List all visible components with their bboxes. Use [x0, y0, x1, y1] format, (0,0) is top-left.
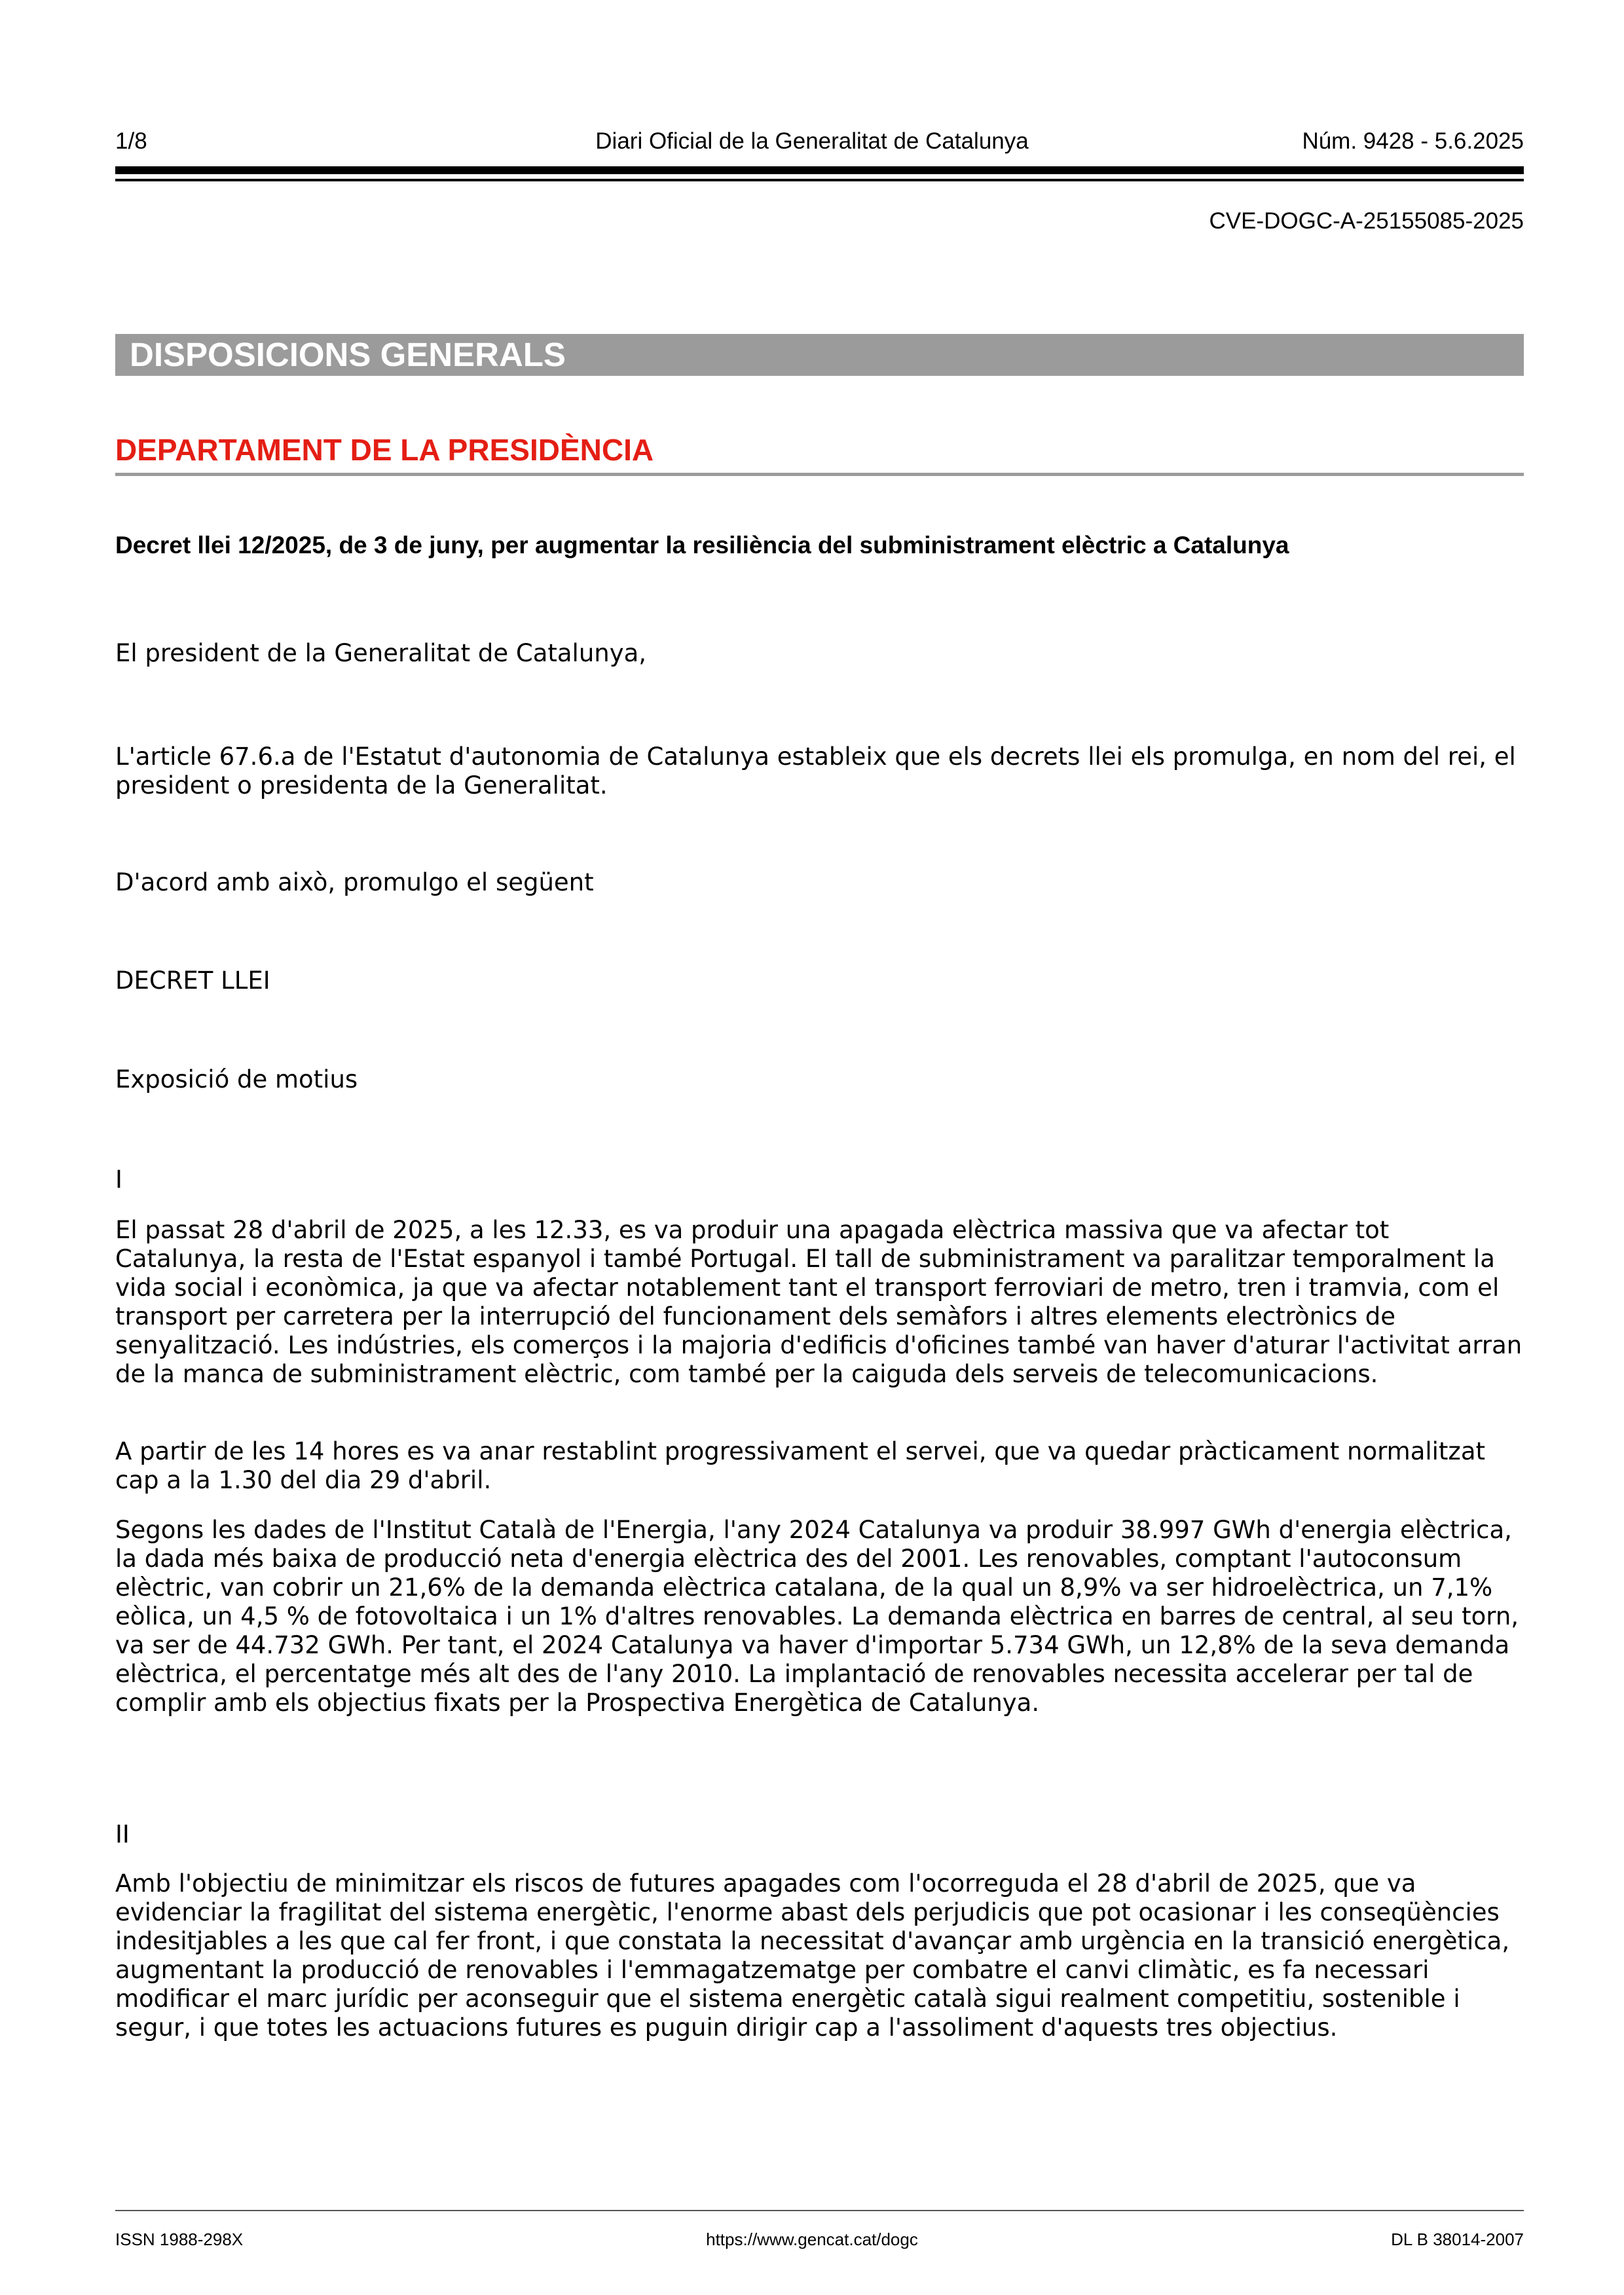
- paragraph-i-2: A partir de les 14 hores es va anar restablint progressivament el servei, que va quedar pràcticament normalitzat cap a la 1.30 del dia 29 d'abril.: [115, 1437, 1486, 1494]
- header-rule-thin: [115, 179, 1524, 181]
- page-number: 1/8: [115, 128, 147, 154]
- decree-heading: DECRET LLEI: [115, 966, 270, 995]
- paragraph-article: L'article 67.6.a de l'Estatut d'autonomia de Catalunya estableix que els decrets llei els promulga, en nom del rei, el president o presidenta de la Generalitat.: [115, 743, 1516, 799]
- footer-rule: [115, 2210, 1524, 2211]
- footer-url: https://www.gencat.cat/dogc: [706, 2230, 918, 2249]
- journal-title: Diari Oficial de la Generalitat de Catalunya: [595, 128, 1029, 154]
- paragraph-i-1: El passat 28 d'abril de 2025, a les 12.33, es va produir una apagada elèctrica massiva que va afectar tot Catalunya, la resta de l'Estat espanyol i també Portugal. El tall de subministrament va paralitzar temporalment la vida social i econòmica, ja que va afectar notablement tant el transport ferroviari de metro, tren i tramvia, com el transport per carretera per la interrupció del funcionament dels semàfors i altres elements electrònics de senyalització. Les indústries, els comerços i la majoria d'edificis d'oficines també van haver d'aturar l'activitat arran de la manca de subministrament elèctric, com també per la caiguda dels serveis de telecomunicacions.: [115, 1216, 1522, 1388]
- footer-issn: ISSN 1988-298X: [115, 2230, 244, 2249]
- cve-identifier: CVE-DOGC-A-25155085-2025: [1209, 208, 1524, 234]
- footer-legal-deposit: DL B 38014-2007: [1391, 2230, 1524, 2249]
- section-title: DISPOSICIONS GENERALS: [130, 336, 566, 373]
- paragraph-ii-1: Amb l'objectiu de minimitzar els riscos de futures apagades com l'ocorreguda el 28 d'abril de 2025, que va evidenciar la fragilitat del sistema energètic, l'enorme abast dels perjudicis que pot ocasionar i les conseqüències indesitjables a les que cal fer front, i que constata la necessitat d'avançar amb urgència en la transició energètica, augmentant la producció de renovables i l'emmagatzematge per combatre el canvi climàtic, es fa necessari modificar el marc jurídic per aconseguir que el sistema energètic català sigui realment competitiu, sostenible i segur, i que totes les actuacions futures es puguin dirigir cap a l'assoliment d'aquests tres objectius.: [115, 1869, 1510, 2042]
- paragraph-president: El president de la Generalitat de Catalunya,: [115, 639, 647, 667]
- paragraph-i-3: Segons les dades de l'Institut Català de l'Energia, l'any 2024 Catalunya va produir 38.997 GWh d'energia elèctrica, la dada més baixa de producció neta d'energia elèctrica des del 2001. Les renovables, comptant l'autoconsum elèctric, van cobrir un 21,6% de la demanda elèctrica catalana, de la qual un 8,9% va ser hidroelèctrica, un 7,1% eòlica, un 4,5 % de fotovoltaica i un 1% d'altres renovables. La demanda elèctrica en barres de central, al seu torn, va ser de 44.732 GWh. Per tant, el 2024 Catalunya va haver d'importar 5.734 GWh, un 12,8% de la seva demanda elèctrica, el percentatge més alt des de l'any 2010. La implantació de renovables necessita accelerar per tal de complir amb els objectius fixats per la Prospectiva Energètica de Catalunya.: [115, 1516, 1519, 1717]
- exposicio-heading: Exposició de motius: [115, 1065, 358, 1093]
- header-rule-thick: [115, 166, 1524, 174]
- issue-number-date: Núm. 9428 - 5.6.2025: [1302, 128, 1524, 154]
- paragraph-acord: D'acord amb això, promulgo el següent: [115, 868, 594, 896]
- department-title: DEPARTAMENT DE LA PRESIDÈNCIA: [115, 433, 654, 467]
- decree-title: Decret llei 12/2025, de 3 de juny, per augmentar la resiliència del subministrament elèctric a Catalunya: [115, 532, 1289, 559]
- section-heading-i: I: [115, 1166, 122, 1194]
- department-rule: [115, 473, 1524, 476]
- section-heading-ii: II: [115, 1820, 130, 1848]
